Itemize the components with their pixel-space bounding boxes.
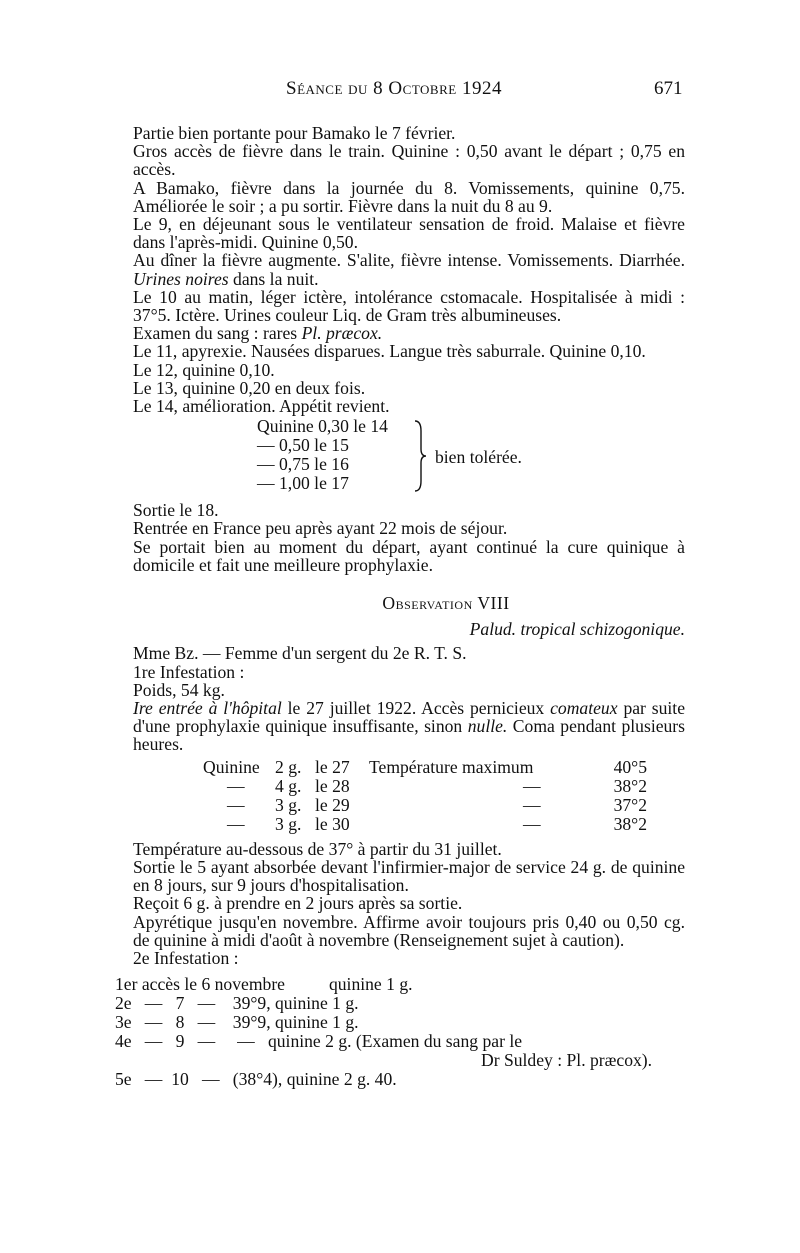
paragraph: Le 14, amélioration. Appétit revient. bbox=[133, 396, 390, 417]
paragraph bbox=[133, 699, 685, 754]
paragraph: Rentrée en France peu après ayant 22 mois de séjour. bbox=[133, 518, 508, 539]
observation-subtitle: Palud. tropical schizogonique. bbox=[469, 619, 685, 640]
paragraph: Poids, 54 kg. bbox=[133, 679, 225, 700]
table-cell: le 27 bbox=[315, 756, 350, 777]
observation-title: Observation VIII bbox=[382, 593, 510, 614]
paragraph: 2e Infestation : bbox=[133, 947, 239, 968]
list-item: 2e — 7 — 39°9, quinine 1 g. bbox=[115, 993, 359, 1014]
infestation-list bbox=[115, 967, 685, 1090]
text-run: par suite d'une prophylaxie quinique insuffisante, sinon bbox=[133, 698, 686, 737]
table-cell: Température maximum bbox=[369, 756, 534, 777]
table-cell: 40°5 bbox=[613, 756, 647, 777]
list-item: 4e — 9 — — quinine 2 g. (Examen du sang par le bbox=[115, 1031, 523, 1052]
table-cell: — bbox=[227, 794, 245, 815]
table-cell: 3 g. bbox=[275, 813, 302, 834]
table-cell: 3 g. bbox=[275, 794, 302, 815]
dose-row: — 1,00 le 17 bbox=[257, 473, 349, 494]
dose-note: bien tolérée. bbox=[435, 447, 522, 468]
table-cell: 37°2 bbox=[613, 794, 647, 815]
paragraph: A Bamako, fièvre dans la journée du 8. Vomissements, quinine 0,75. Améliorée le soir ; a pu sortir. Fièvre dans la nuit du 8 au 9. bbox=[133, 177, 685, 216]
paragraph: Mme Bz. — Femme d'un sergent du 2e R. T. S. bbox=[133, 643, 467, 664]
italic-run: comateux bbox=[550, 698, 618, 719]
paragraph: Le 9, en déjeunant sous le ventilateur sensation de froid. Malaise et fièvre dans l'après-midi. Quinine 0,50. bbox=[133, 214, 685, 253]
dose-row: — 0,50 le 15 bbox=[257, 435, 349, 456]
list-item: 5e — 10 — (38°4), quinine 2 g. 40. bbox=[115, 1069, 397, 1090]
table-cell: — bbox=[523, 794, 541, 815]
page-number: 671 bbox=[654, 78, 683, 99]
italic-run: nulle. bbox=[467, 716, 508, 737]
table-cell: le 30 bbox=[315, 813, 350, 834]
text-run: Coma pendant plusieurs heures. bbox=[133, 716, 686, 755]
italic-run: Urines noires bbox=[133, 268, 229, 289]
header-title: Séance du 8 Octobre 1924 bbox=[286, 78, 502, 99]
dose-row: — 0,75 le 16 bbox=[257, 454, 349, 475]
dose-row: Quinine 0,30 le 14 bbox=[257, 416, 388, 437]
paragraph: Partie bien portante pour Bamako le 7 février. bbox=[133, 123, 456, 143]
paragraph: Apyrétique jusqu'en novembre. Affirme avoir toujours pris 0,40 ou 0,50 cg. de quinine à midi d'août à novembre (Renseignement sujet à caution). bbox=[133, 911, 685, 950]
table-cell: — bbox=[227, 775, 245, 796]
table-cell: 2 g. bbox=[275, 756, 302, 777]
paragraph bbox=[133, 324, 685, 342]
table-cell: 4 g. bbox=[275, 775, 302, 796]
paragraph: Sortie le 18. bbox=[133, 500, 219, 521]
paragraph: Le 11, apyrexie. Nausées disparues. Langue très saburrale. Quinine 0,10. bbox=[133, 341, 646, 362]
paragraph: Le 12, quinine 0,10. bbox=[133, 359, 275, 380]
list-item: 3e — 8 — 39°9, quinine 1 g. bbox=[115, 1012, 359, 1033]
quinine-table bbox=[133, 754, 685, 840]
table-cell: Quinine bbox=[203, 756, 260, 777]
paragraph: Sortie le 5 ayant absorbée devant l'infirmier-major de service 24 g. de quinine en 8 jours, sur 9 jours d'hospitalisation. bbox=[133, 856, 685, 896]
table-cell: — bbox=[227, 813, 245, 834]
table-cell: — bbox=[523, 775, 541, 796]
italic-run: Ire entrée à l'hôpital bbox=[133, 698, 282, 719]
paragraph bbox=[133, 251, 685, 287]
text-run: Examen du sang : rares bbox=[133, 323, 298, 344]
dose-schedule bbox=[133, 417, 685, 499]
table-cell: — bbox=[523, 813, 541, 834]
table-cell: le 29 bbox=[315, 794, 350, 815]
paragraph: Le 10 au matin, léger ictère, intolérance cstomacale. Hospitalisée à midi : 37°5. Ictère. Urines couleur Liq. de Gram très albumineuses. bbox=[133, 286, 685, 326]
table-cell: le 28 bbox=[315, 775, 350, 796]
table-cell: 38°2 bbox=[613, 813, 647, 834]
paragraph: 1re Infestation : bbox=[133, 661, 245, 682]
text-run: le 27 juillet 1922. Accès pernicieux bbox=[287, 698, 545, 719]
paragraph: Se portait bien au moment du départ, ayant continué la cure quinique à domicile et fait une meilleure prophylaxie. bbox=[133, 536, 685, 575]
running-header bbox=[0, 78, 800, 102]
list-item: 1er accès le 6 novembre quinine 1 g. bbox=[115, 974, 413, 995]
page-body bbox=[115, 123, 686, 1090]
paragraph: Reçoit 6 g. à prendre en 2 jours après sa sortie. bbox=[133, 893, 463, 914]
paragraph: Le 13, quinine 0,20 en deux fois. bbox=[133, 377, 366, 398]
paragraph: Gros accès de fièvre dans le train. Quinine : 0,50 avant le départ ; 0,75 en accès. bbox=[133, 141, 685, 180]
list-item: Dr Suldey : Pl. præcox). bbox=[481, 1050, 653, 1071]
italic-run: Pl. præcox. bbox=[301, 323, 383, 344]
text-run: Au dîner la fièvre augmente. S'alite, fièvre intense. Vomissements. Diarrhée. bbox=[133, 250, 685, 271]
paragraph: Température au-dessous de 37° à partir du 31 juillet. bbox=[133, 838, 502, 859]
brace-icon bbox=[413, 419, 427, 493]
table-cell: 38°2 bbox=[613, 775, 647, 796]
text-run: dans la nuit. bbox=[233, 268, 319, 289]
